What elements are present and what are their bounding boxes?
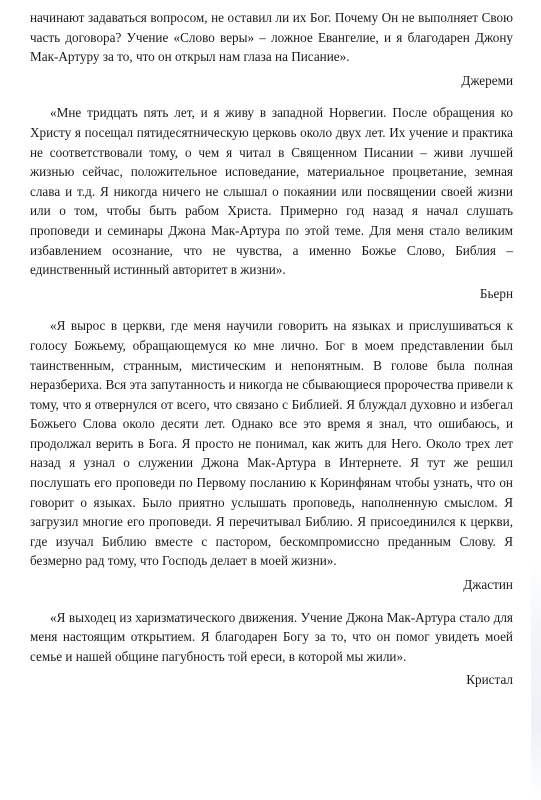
- testimony-author: Кристал: [466, 672, 513, 688]
- page-edge-shadow: [531, 560, 541, 800]
- testimony-text: «Я вырос в церкви, где меня научили говорить на языках и прислушиваться к голосу Божьему, обращающемуся ко мне лично. Бог в моем представлении был таинственным, странным, мистическим и непонятным. В голове была полная неразбериха. Вся эта запутанность и никогда не сбывающиеся пророчества привели к тому, что я отвернулся от всего, что связано с Библией. Я блуждал духовно и избегал Божьего Слова около десяти лет. Однако все это время я знал, что ошибаюсь, и продолжал верить в Бога. Я просто не понимал, как жить для Него. Около трех лет назад я узнал о служении Джона Мак-Артура в Интернете. Я тут же решил послушать его проповеди по Первому посланию к Коринфянам чтобы узнать, что он говорит о языках. Было приятно услышать проповедь, наполненную смыслом. Я загрузил многие его проповеди. Я перечитывал Библию. Я присоединился к церкви, где изучал Библию вместе с пастором, бескомпромиссно преданным Слову. Я безмерно рад тому, что Господь делает в моей жизни».: [30, 318, 513, 569]
- testimony-block: [30, 8, 513, 90]
- testimony-text: «Я выходец из харизматического движения. Учение Джона Мак-Артура стало для меня настоящим открытием. Я благодарен Богу за то, что он помог увидеть моей семье и нашей общине пагубность той ереси, в которой мы жили».: [30, 609, 513, 664]
- testimony-block: [30, 608, 513, 690]
- testimony-author: Бьерн: [479, 285, 513, 301]
- testimony-block: [30, 316, 513, 594]
- testimony-author: Джастин: [463, 577, 513, 593]
- testimony-author: Джереми: [461, 72, 513, 88]
- testimony-text: начинают задаваться вопросом, не оставил ли их Бог. Почему Он не выполняет Свою часть договора? Учение «Слово веры» – ложное Евангелие, и я благодарен Джону Мак-Артуру за то, что он открыл нам глаза на Писание».: [30, 10, 513, 65]
- testimony-text: «Мне тридцать пять лет, и я живу в западной Норвегии. После обращения ко Христу я посещал пятидесятническую церковь около двух лет. Их учение и практика не соответствовали тому, о чем я читал в Священном Писании – живи лучшей жизнью сейчас, положительное исповедание, материальное процветание, земная слава и т.д. Я никогда ничего не слышал о покаянии или посвящении своей жизни или о том, чтобы быть рабом Христа. Примерно год назад я начал слушать проповеди и семинары Джона Мак-Артура по этой теме. Для меня стало великим избавлением осознание, что не чувства, а именно Божье Слово, Библия – единственный истинный авторитет в жизни».: [30, 105, 513, 278]
- testimony-block: [30, 103, 513, 303]
- book-page: [30, 8, 513, 690]
